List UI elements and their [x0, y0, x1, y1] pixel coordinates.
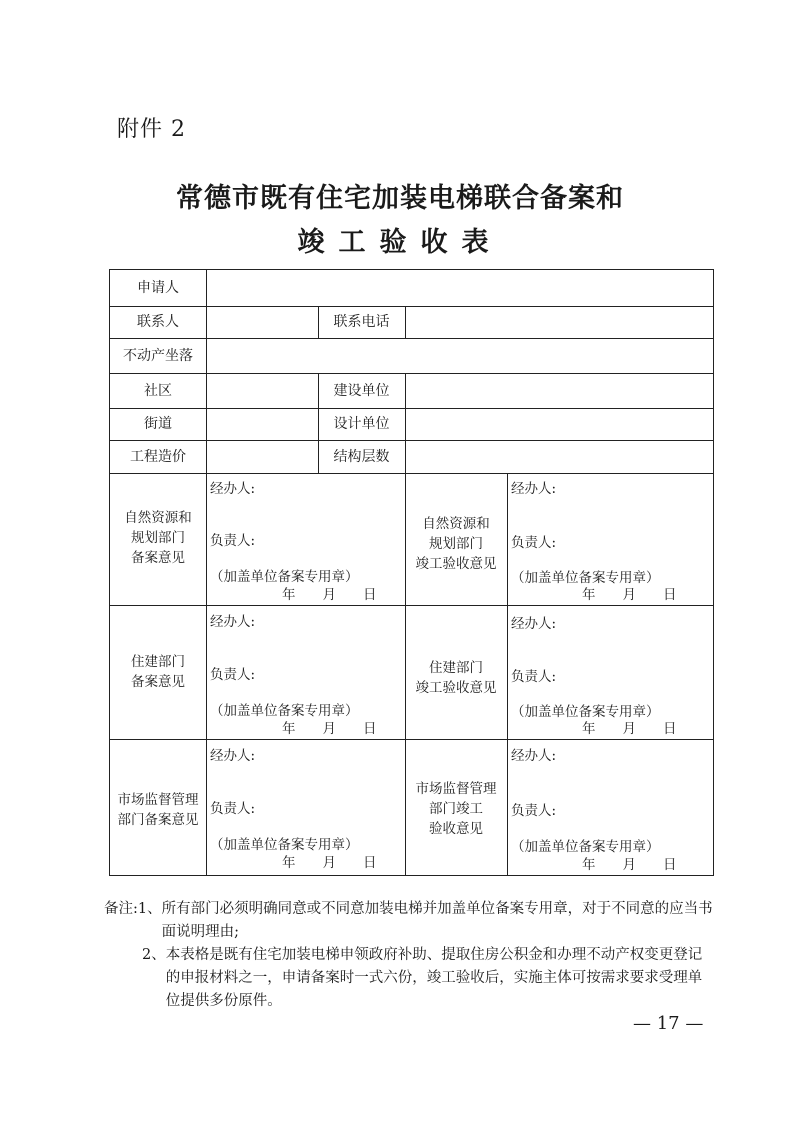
structure-floors-label: 结构层数 — [333, 448, 390, 465]
responsible-label: 负责人: — [511, 669, 557, 685]
project-cost-input[interactable] — [206, 440, 318, 473]
contact-phone-label: 联系电话 — [333, 314, 390, 330]
street-input[interactable] — [206, 408, 318, 440]
responsible-label: 负责人: — [210, 533, 256, 549]
date-line: 年 月 日 — [582, 721, 677, 737]
natural-resources-acceptance-label: 自然资源和 规划部门 竣工验收意见 — [415, 516, 497, 572]
market-supervision-filing-label: 市场监督管理 部门备案意见 — [117, 792, 199, 828]
seal-note: （加盖单位备案专用章） — [210, 569, 359, 585]
design-unit-label: 设计单位 — [333, 416, 390, 432]
date-line: 年 月 日 — [282, 721, 377, 737]
notes-prefix: 备注: — [104, 901, 138, 917]
community-label: 社区 — [144, 382, 172, 399]
property-location-input[interactable] — [206, 338, 713, 373]
note-number: 2、 — [142, 947, 166, 963]
form-title-line1: 常德市既有住宅加装电梯联合备案和 — [176, 183, 624, 214]
note-number: 1、 — [137, 901, 162, 917]
handler-label: 经办人: — [210, 748, 256, 764]
handler-label: 经办人: — [511, 616, 557, 632]
natural-resources-filing-label: 自然资源和 规划部门 备案意见 — [124, 510, 192, 566]
project-cost-label: 工程造价 — [130, 448, 186, 465]
responsible-label: 负责人: — [210, 667, 256, 683]
seal-note: （加盖单位备案专用章） — [511, 570, 660, 586]
note-text: 所有部门必须明确同意或不同意加装电梯并加盖单位备案专用章，对于不同意的应当书面说明理由; — [161, 901, 713, 940]
construction-unit-label: 建设单位 — [333, 382, 390, 399]
date-line: 年 月 日 — [282, 855, 377, 871]
street-label: 街道 — [144, 416, 172, 432]
housing-acceptance-label: 住建部门 竣工验收意见 — [415, 660, 497, 696]
date-line: 年 月 日 — [582, 857, 677, 873]
design-unit-input[interactable] — [405, 408, 713, 440]
seal-note: （加盖单位备案专用章） — [210, 703, 359, 719]
contact-input[interactable] — [206, 306, 318, 338]
market-supervision-acceptance-label: 市场监督管理 部门竣工 验收意见 — [415, 781, 497, 837]
attachment-label: 附件 2 — [117, 117, 186, 142]
contact-phone-input[interactable] — [405, 306, 713, 338]
handler-label: 经办人: — [511, 481, 557, 497]
contact-label: 联系人 — [137, 314, 179, 330]
seal-note: （加盖单位备案专用章） — [210, 837, 359, 853]
filing-form-table — [109, 269, 714, 876]
note-text: 本表格是既有住宅加装电梯申领政府补助、提取住房公积金和办理不动产权变更登记的申报材料之一，申请备案时一式六份，竣工验收后，实施主体可按需求要求受理单位提供多份原件。 — [165, 947, 703, 1009]
form-title-line2: 竣工验收表 — [297, 227, 503, 258]
property-location-label: 不动产坐落 — [123, 347, 193, 364]
seal-note: （加盖单位备案专用章） — [511, 704, 660, 720]
community-input[interactable] — [206, 373, 318, 408]
housing-filing-label: 住建部门 备案意见 — [131, 654, 185, 690]
handler-label: 经办人: — [511, 748, 557, 764]
handler-label: 经办人: — [210, 481, 256, 497]
applicant-input[interactable] — [206, 270, 713, 306]
page-number: — 17 — — [633, 1013, 704, 1034]
construction-unit-input[interactable] — [405, 373, 713, 408]
date-line: 年 月 日 — [282, 587, 377, 603]
responsible-label: 负责人: — [511, 535, 557, 551]
handler-label: 经办人: — [210, 614, 256, 630]
responsible-label: 负责人: — [210, 801, 256, 817]
structure-floors-input[interactable] — [405, 440, 713, 473]
applicant-label: 申请人 — [137, 280, 179, 296]
date-line: 年 月 日 — [582, 587, 677, 603]
note-item — [104, 898, 716, 944]
note-item — [104, 944, 716, 1013]
notes-section — [104, 898, 716, 1013]
responsible-label: 负责人: — [511, 803, 557, 819]
seal-note: （加盖单位备案专用章） — [511, 839, 660, 855]
